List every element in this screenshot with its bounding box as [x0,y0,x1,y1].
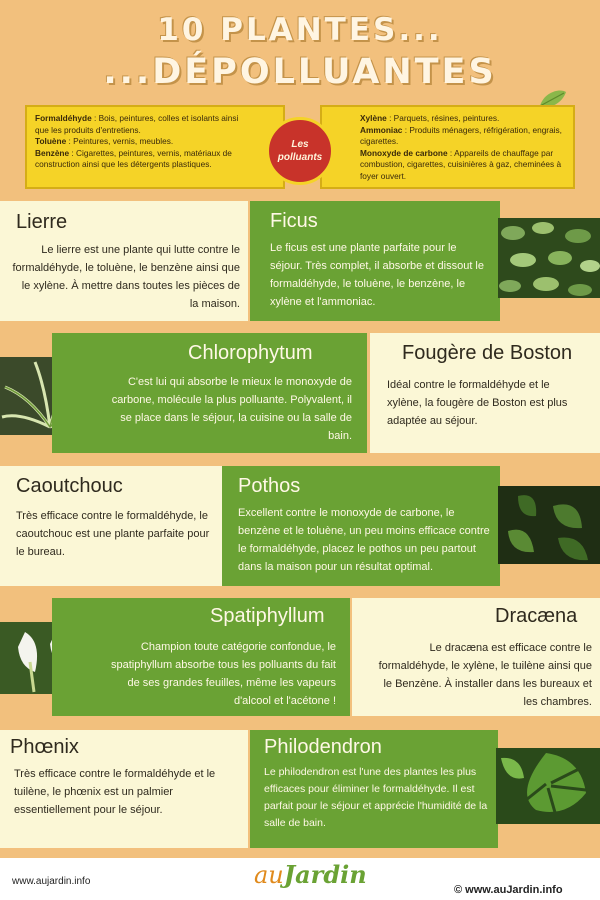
pollutant-entry: Benzène : Cigarettes, peintures, vernis, matériaux de construction ainsi que les détergents plastiques. [35,147,232,169]
aujardin-logo [254,860,367,900]
badge-line1: Les [291,139,309,150]
card-phoenix [0,730,248,848]
plant-name: Fougère de Boston [402,342,573,364]
plant-name: Chlorophytum [188,342,313,364]
card-lierre [0,201,248,321]
card-philodendron [250,730,498,848]
header [0,0,600,100]
plant-name: Ficus [270,210,318,232]
plant-desc: Champion toute catégorie confondue, le spatiphyllum absorbe tous les polluants du fait de ses grandes feuilles, même les vapeurs d'alcool et l'acétone ! [110,641,336,707]
page-title-line2: ...DÉPOLLUANTES [103,52,497,92]
pollutants-right-box [320,105,575,189]
plant-desc: Très efficace contre le formaldéhyde, le caoutchouc est une plante parfaite pour le bureau. [16,510,210,558]
pollutant-entry: Formaldéhyde : Bois, peintures, colles et isolants ainsi que les produits d'entretiens. [35,113,239,135]
pollutant-entry: Xylène : Parquets, résines, peintures. [360,113,500,123]
plant-desc: Le philodendron est l'une des plantes les plus efficaces pour éliminer le formaldéhyde. Il est parfait pour le séjour et apprécie l'humidité de la salle de bain. [264,766,488,829]
pollutant-entry: Ammoniac : Produits ménagers, réfrigération, engrais, cigarettes. [360,124,562,146]
plant-name: Dracæna [495,605,578,627]
card-spatiphyllum [52,598,350,716]
plant-desc: Le lierre est une plante qui lutte contre le formaldéhyde, le toluène, le benzène ainsi que le xylène. À mettre dans toutes les pièces de la maison. [12,244,240,310]
plant-name: Lierre [16,211,68,233]
card-chlorophytum [52,333,367,453]
footer [0,858,600,900]
plant-desc: Le ficus est une plante parfaite pour le séjour. Très complet, il absorbe et dissout le formaldéhyde, le toluène, le benzène, le xylène et l'ammoniac. [270,242,484,308]
logo-part-b: Jardin [283,860,367,889]
badge-line2: polluants [277,152,323,163]
philodendron-photo [496,748,600,824]
plant-name: Pothos [238,475,301,497]
page-title-line1: 10 PLANTES... [157,12,443,48]
plant-name: Phœnix [10,736,79,758]
pothos-photo [498,486,600,564]
pollutants-left-box [25,105,285,189]
card-dracaena [352,598,600,716]
ficus-photo [498,218,600,298]
card-fougere [370,333,600,453]
plant-name: Philodendron [264,736,382,758]
footer-url[interactable]: www.aujardin.info [12,876,91,887]
logo-part-a: au [254,861,284,889]
card-ficus [250,201,500,321]
footer-copyright[interactable]: © www.auJardin.info [454,884,563,896]
card-pothos [222,466,500,586]
pollutant-entry: Toluène : Peintures, vernis, meubles. [35,136,174,146]
plant-desc: Idéal contre le formaldéhyde et le xylène, la fougère de Boston est plus adaptée au séjour. [387,379,568,427]
card-caoutchouc [0,466,222,586]
pollutant-entry: Monoxyde de carbone : Appareils de chauffage par combustion, cigarettes, cuisinières à gaz, cheminées à foyer ouvert. [360,147,562,181]
plant-name: Spatiphyllum [210,605,325,627]
plant-desc: Excellent contre le monoxyde de carbone, le benzène et le toluène, un peu moins efficace contre le formaldéhyde, placez le pothos un peu partout dans la maison pour un résultat optimal. [238,507,490,573]
plant-desc: Très efficace contre le formaldéhyde et le tuilène, le phœnix est un palmier essentiellement pour le séjour. [14,768,216,816]
plant-desc: Le dracæna est efficace contre le formaldéhyde, le xylène, le tuilène ainsi que le Benzène. À installer dans les bureaux et les chambres. [378,642,592,708]
pollutants-badge [266,117,334,185]
plant-desc: C'est lui qui absorbe le mieux le monoxyde de carbone, molécule la plus polluante. Polyvalent, il se place dans le séjour, la cuisine ou la salle de bain. [111,376,352,442]
plant-name: Caoutchouc [16,475,123,497]
